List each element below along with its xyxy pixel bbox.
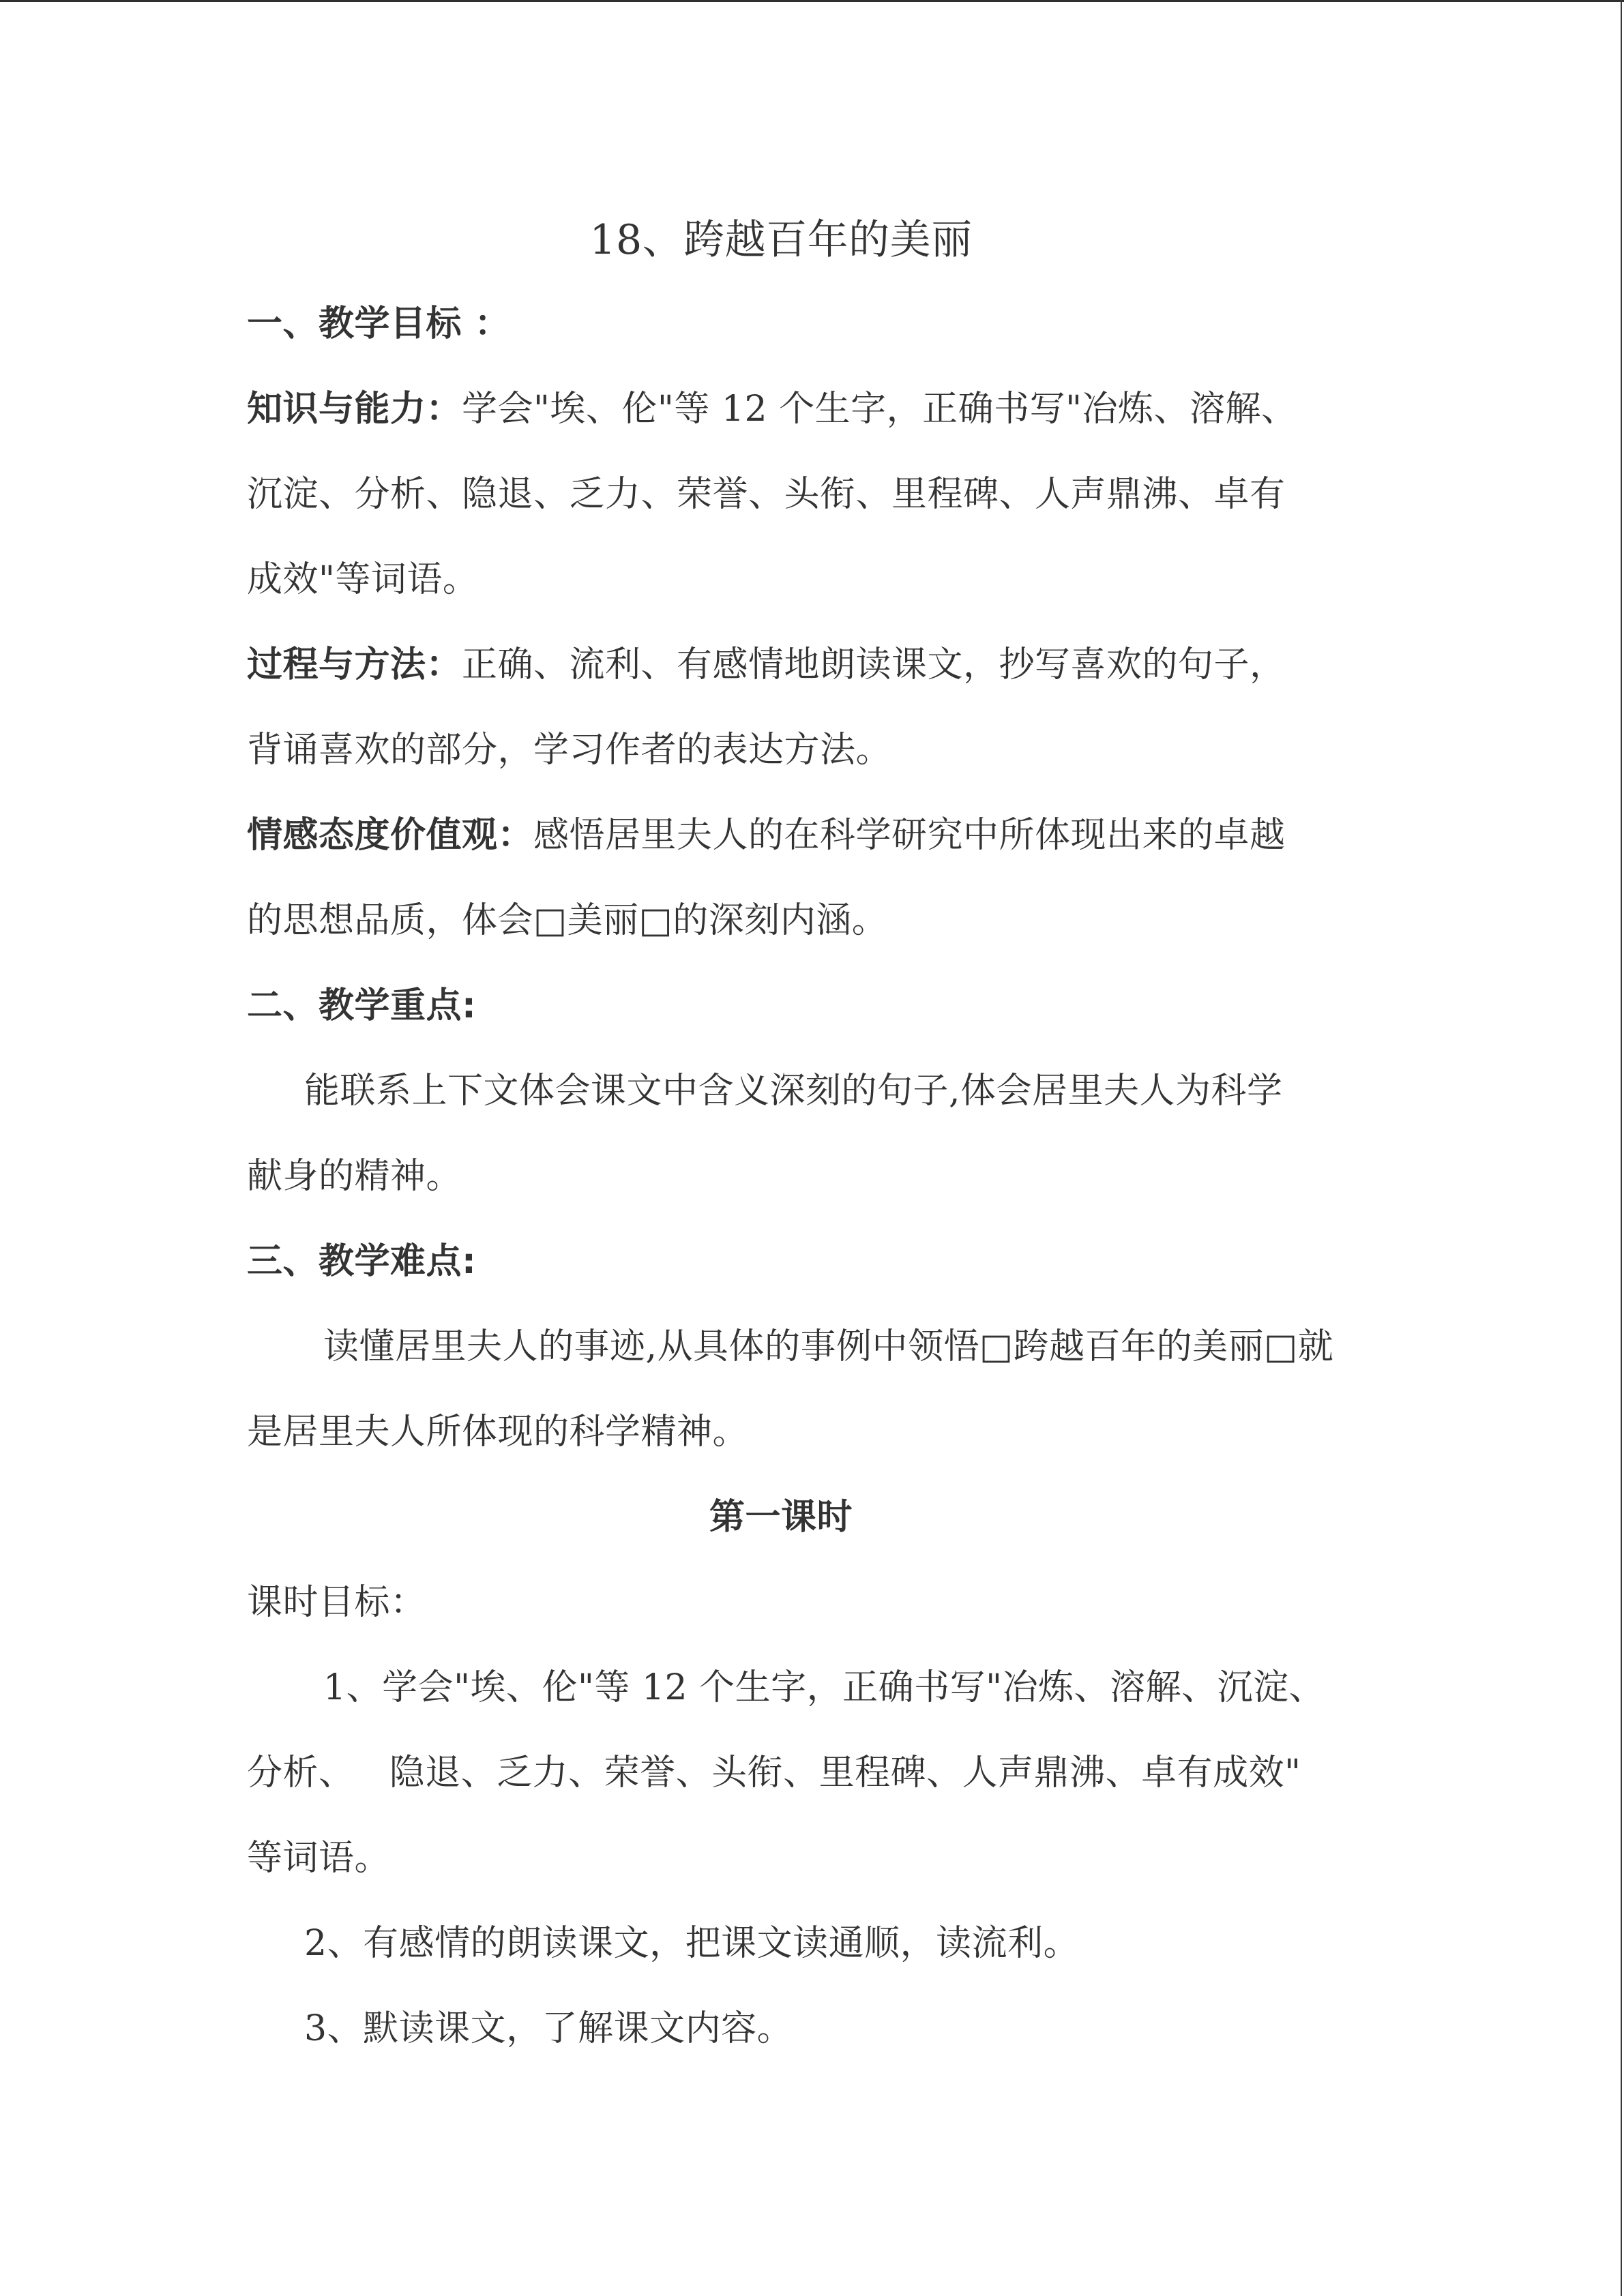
document-title: 18、跨越百年的美丽 bbox=[589, 216, 973, 264]
heading-key-points: 二、教学重点: bbox=[247, 985, 477, 1026]
heading-difficulties: 三、教学难点: bbox=[247, 1241, 477, 1282]
lesson-item-2: 2、有感情的朗读课文，把课文读通顺，读流利。 bbox=[304, 1923, 1080, 1964]
lesson-item-3: 3、默读课文，了解课文内容。 bbox=[304, 2008, 793, 2049]
emotion-text: 感悟居里夫人的在科学研究中所体现出来的卓越 bbox=[533, 815, 1286, 856]
process-text: 正确、流利、有感情地朗读课文，抄写喜欢的句子， bbox=[462, 644, 1286, 685]
lesson-item-1-line-2: 分析、 隐退、乏力、荣誉、头衔、里程碑、人声鼎沸、卓有成效" bbox=[247, 1753, 1301, 1793]
difficulties-line-1: 读懂居里夫人的事迹,从具体的事例中领悟□跨越百年的美丽□就 bbox=[323, 1326, 1334, 1367]
key-points-line-1: 能联系上下文体会课文中含义深刻的句子,体会居里夫人为科学 bbox=[304, 1071, 1283, 1112]
lesson-goals-label: 课时目标： bbox=[247, 1582, 426, 1623]
key-points-line-2: 献身的精神。 bbox=[247, 1156, 462, 1197]
knowledge-text: 学会"埃、伦"等 12 个生字，正确书写"冶炼、溶解、 bbox=[462, 389, 1297, 430]
heading-teaching-goals: 一、教学目标 ： bbox=[247, 303, 511, 344]
knowledge-paragraph-line-2: 沉淀、分析、隐退、乏力、荣誉、头衔、里程碑、人声鼎沸、卓有 bbox=[247, 474, 1286, 515]
emotion-paragraph-line-2: 的思想品质，体会□美丽□的深刻内涵。 bbox=[247, 900, 888, 941]
knowledge-paragraph-line-1 bbox=[247, 378, 1297, 440]
process-paragraph-line-2: 背诵喜欢的部分，学习作者的表达方法。 bbox=[247, 730, 892, 771]
process-paragraph-line-1 bbox=[247, 634, 1286, 696]
difficulties-line-2: 是居里夫人所体现的科学精神。 bbox=[247, 1412, 749, 1452]
process-label: 过程与方法： bbox=[247, 644, 462, 685]
lesson-item-1-line-1: 1、学会"埃、伦"等 12 个生字，正确书写"冶炼、溶解、沉淀、 bbox=[323, 1667, 1325, 1708]
lesson-item-1-line-3: 等词语。 bbox=[247, 1838, 391, 1879]
knowledge-paragraph-line-3: 成效"等词语。 bbox=[247, 559, 479, 600]
knowledge-label: 知识与能力： bbox=[247, 389, 462, 430]
emotion-label: 情感态度价值观： bbox=[247, 815, 534, 856]
heading-first-lesson: 第一课时 bbox=[709, 1497, 853, 1538]
emotion-paragraph-line-1 bbox=[247, 805, 1286, 866]
